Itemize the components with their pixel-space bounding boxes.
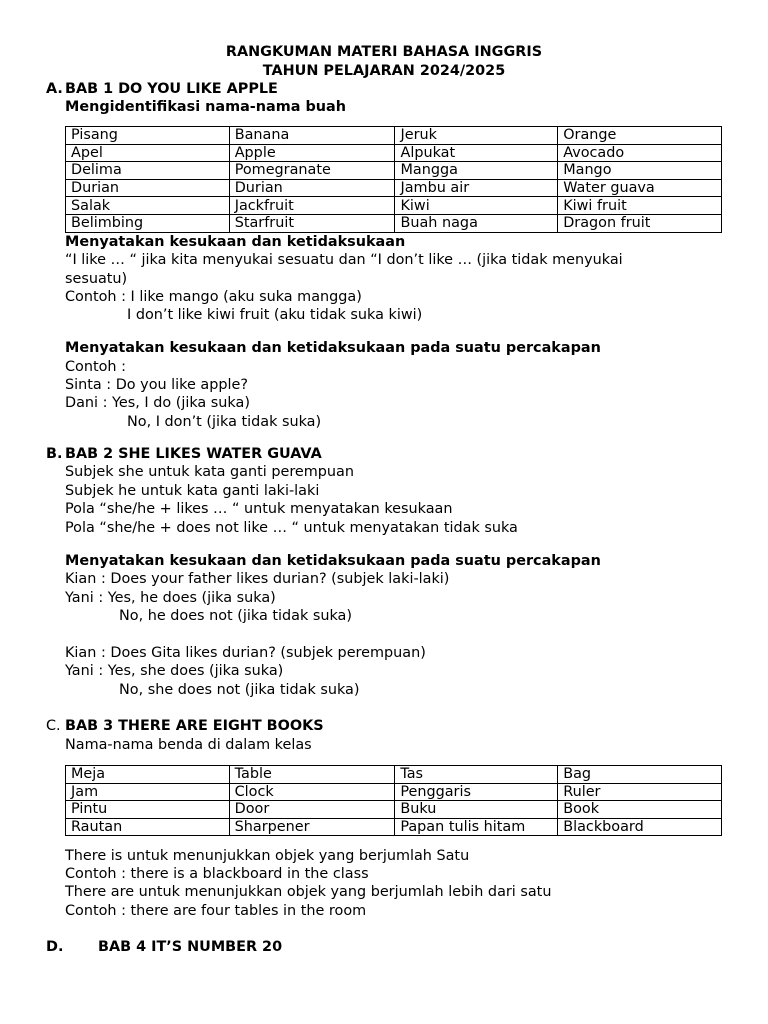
section-c-subheading: Nama-nama benda di dalam kelas (65, 737, 312, 753)
table-cell: Mangga (395, 162, 558, 180)
table-cell: Pintu (66, 801, 230, 819)
table-cell: Jam (66, 783, 230, 801)
table-cell: Pomegranate (229, 162, 395, 180)
table-cell: Book (558, 801, 722, 819)
dialog-line: Kian : Does your father likes durian? (subjek laki-laki) (65, 571, 450, 587)
table-cell: Dragon fruit (558, 214, 722, 232)
table-cell: Tas (395, 766, 558, 784)
section-a-subheading: Mengidentifikasi nama-nama buah (65, 99, 346, 115)
dialog-line: Contoh : (65, 359, 126, 375)
table-row (66, 766, 722, 784)
table-cell: Blackboard (558, 818, 722, 836)
table-cell: Rautan (66, 818, 230, 836)
fruit-table (65, 126, 722, 233)
table-cell: Apple (229, 144, 395, 162)
table-row (66, 818, 722, 836)
text-line: Subjek she untuk kata ganti perempuan (65, 464, 354, 480)
table-cell: Banana (229, 127, 395, 145)
text-line: sesuatu) (65, 271, 128, 287)
text-line: Pola “she/he + likes … “ untuk menyatakan kesukaan (65, 501, 453, 517)
table-cell: Durian (229, 179, 395, 197)
table-cell: Jackfruit (229, 197, 395, 215)
dialog-line: No, he does not (jika tidak suka) (119, 608, 352, 624)
table-cell: Penggaris (395, 783, 558, 801)
table-cell: Delima (66, 162, 230, 180)
section-b-heading2: Menyatakan kesukaan dan ketidaksukaan pada suatu percakapan (65, 553, 601, 569)
text-line: There are untuk menunjukkan objek yang berjumlah lebih dari satu (65, 884, 552, 900)
table-cell: Bag (558, 766, 722, 784)
table-cell: Avocado (558, 144, 722, 162)
table-cell: Kiwi (395, 197, 558, 215)
text-line: “I like … “ jika kita menyukai sesuatu dan “I don’t like … (jika tidak menyukai (65, 252, 623, 268)
table-cell: Pisang (66, 127, 230, 145)
table-cell: Meja (66, 766, 230, 784)
text-line: There is untuk menunjukkan objek yang berjumlah Satu (65, 848, 470, 864)
table-cell: Salak (66, 197, 230, 215)
section-a-letter: A. (46, 81, 63, 97)
doc-title: RANGKUMAN MATERI BAHASA INGGRIS (225, 44, 543, 60)
table-row (66, 179, 722, 197)
table-cell: Apel (66, 144, 230, 162)
section-d-heading: BAB 4 IT’S NUMBER 20 (98, 939, 283, 955)
table-cell: Papan tulis hitam (395, 818, 558, 836)
table-row (66, 144, 722, 162)
text-line: Subjek he untuk kata ganti laki-laki (65, 483, 320, 499)
table-row (66, 214, 722, 232)
table-cell: Belimbing (66, 214, 230, 232)
table-cell: Clock (229, 783, 395, 801)
section-c-heading: BAB 3 THERE ARE EIGHT BOOKS (65, 718, 324, 734)
table-cell: Water guava (558, 179, 722, 197)
dialog-line: Dani : Yes, I do (jika suka) (65, 395, 250, 411)
table-cell: Durian (66, 179, 230, 197)
dialog-line: No, she does not (jika tidak suka) (119, 682, 360, 698)
table-cell: Mango (558, 162, 722, 180)
table-cell: Buku (395, 801, 558, 819)
dialog-line: No, I don’t (jika tidak suka) (127, 414, 322, 430)
section-d-letter: D. (46, 939, 64, 955)
table-cell: Buah naga (395, 214, 558, 232)
table-cell: Orange (558, 127, 722, 145)
text-line: Pola “she/he + does not like … “ untuk menyatakan tidak suka (65, 520, 518, 536)
text-line: Contoh : there is a blackboard in the class (65, 866, 369, 882)
dialog-line: Yani : Yes, she does (jika suka) (65, 663, 284, 679)
table-cell: Table (229, 766, 395, 784)
table-cell: Alpukat (395, 144, 558, 162)
text-line: Contoh : I like mango (aku suka mangga) (65, 289, 362, 305)
text-line: Contoh : there are four tables in the room (65, 903, 367, 919)
table-cell: Jeruk (395, 127, 558, 145)
table-row (66, 783, 722, 801)
classroom-table (65, 765, 722, 836)
section-b-heading: BAB 2 SHE LIKES WATER GUAVA (65, 446, 322, 462)
dialog-line: Yani : Yes, he does (jika suka) (65, 590, 276, 606)
table-row (66, 801, 722, 819)
table-row (66, 162, 722, 180)
table-cell: Ruler (558, 783, 722, 801)
text-line: I don’t like kiwi fruit (aku tidak suka kiwi) (127, 307, 423, 323)
table-cell: Starfruit (229, 214, 395, 232)
section-b-letter: B. (46, 446, 63, 462)
table-cell: Sharpener (229, 818, 395, 836)
doc-subtitle: TAHUN PELAJARAN 2024/2025 (262, 63, 506, 79)
table-row (66, 127, 722, 145)
table-cell: Door (229, 801, 395, 819)
table-cell: Jambu air (395, 179, 558, 197)
table-row (66, 197, 722, 215)
section-a-heading: BAB 1 DO YOU LIKE APPLE (65, 81, 278, 97)
table-cell: Kiwi fruit (558, 197, 722, 215)
section-a-heading2: Menyatakan kesukaan dan ketidaksukaan (65, 234, 406, 250)
section-c-letter: C. (46, 718, 61, 734)
dialog-line: Kian : Does Gita likes durian? (subjek perempuan) (65, 645, 426, 661)
section-a-heading3: Menyatakan kesukaan dan ketidaksukaan pada suatu percakapan (65, 340, 601, 356)
dialog-line: Sinta : Do you like apple? (65, 377, 249, 393)
